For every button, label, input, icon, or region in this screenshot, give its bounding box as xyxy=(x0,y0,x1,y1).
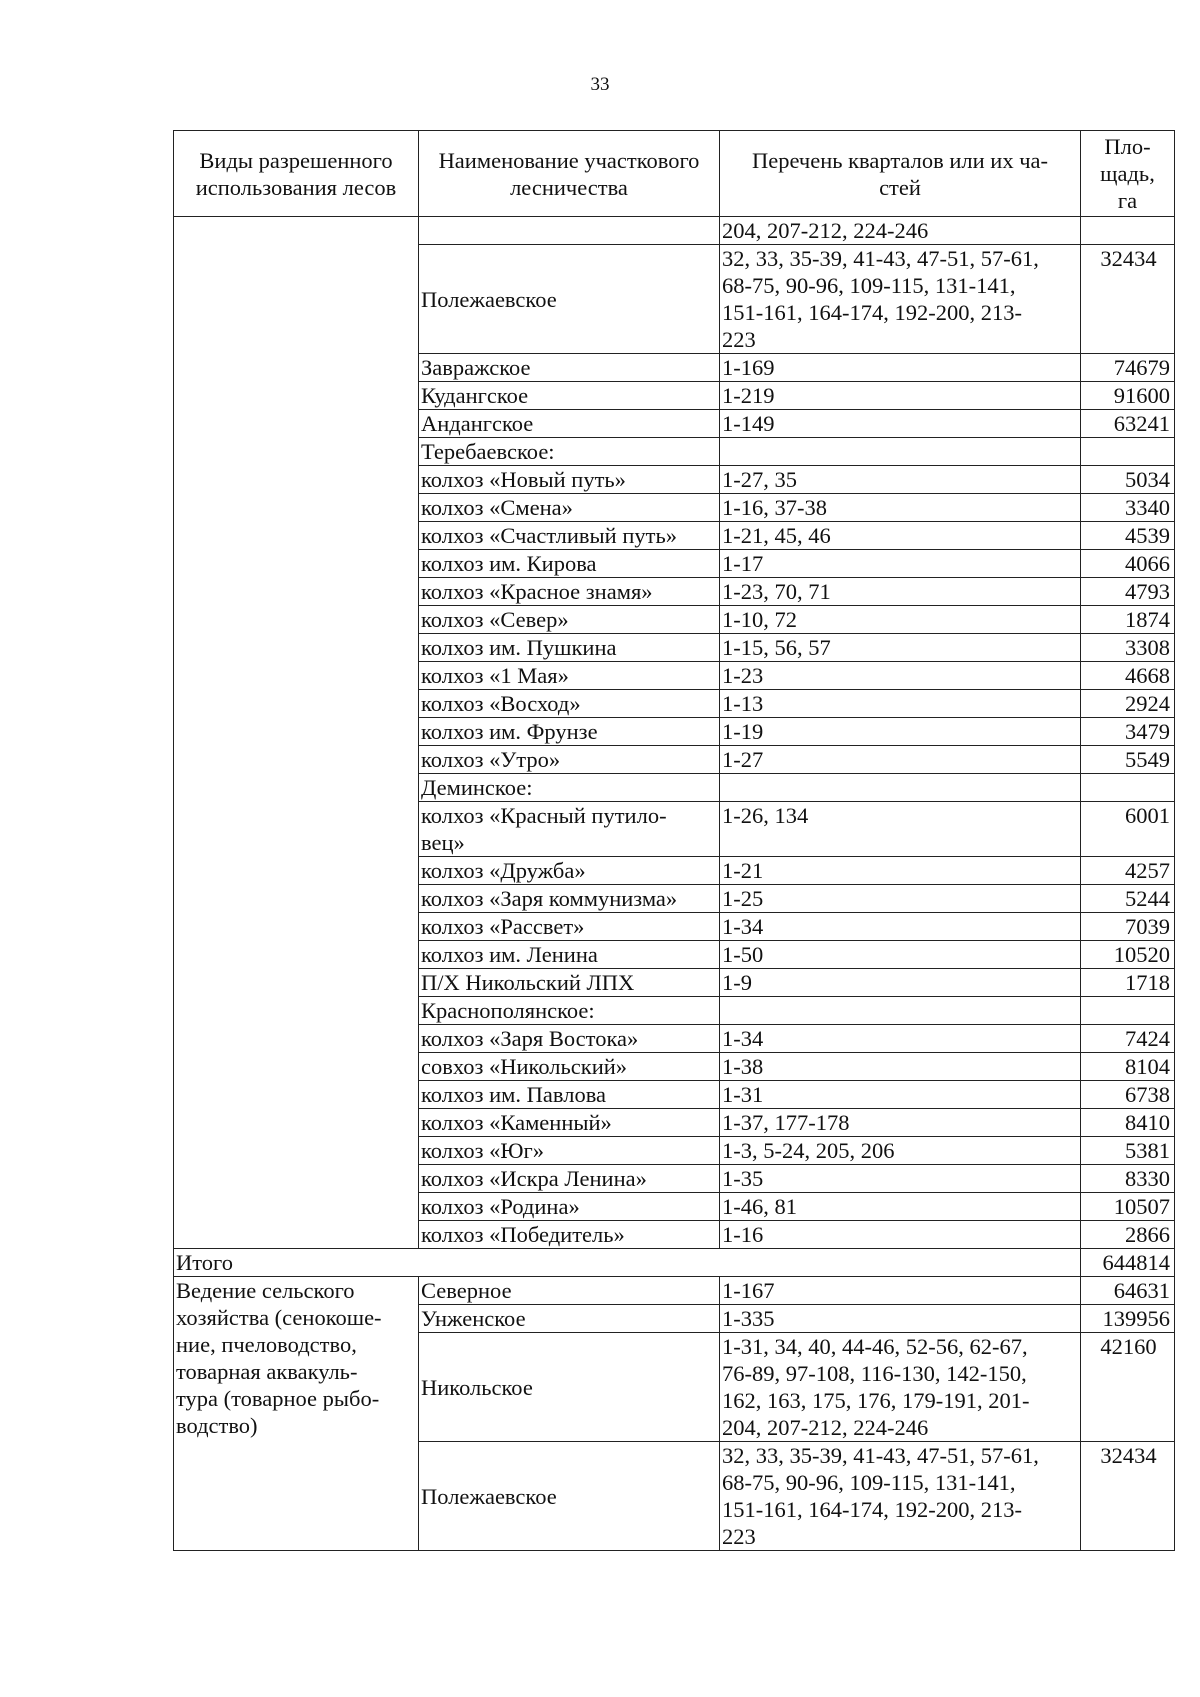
table-row xyxy=(174,1277,1175,1305)
area-cell xyxy=(1081,438,1175,466)
forestry-name-cell: колхоз им. Пушкина xyxy=(419,634,720,662)
forestry-name-cell: колхоз «Красное знамя» xyxy=(419,578,720,606)
quarters-cell: 1-17 xyxy=(720,550,1081,578)
area-cell: 5381 xyxy=(1081,1137,1175,1165)
area-cell: 2866 xyxy=(1081,1221,1175,1249)
forestry-name-cell: колхоз им. Фрунзе xyxy=(419,718,720,746)
forestry-name-cell: Кудангское xyxy=(419,382,720,410)
header-quarters-list: Перечень кварталов или их ча- стей xyxy=(720,131,1081,217)
quarters-cell: 1-31, 34, 40, 44-46, 52-56, 62-67, 76-89, 97-108, 116-130, 142-150, 162, 163, 175, 176, 179-191, 201- 204, 207-212, 224-246 xyxy=(720,1333,1081,1442)
forestry-name-cell: колхоз «Победитель» xyxy=(419,1221,720,1249)
quarters-cell: 1-15, 56, 57 xyxy=(720,634,1081,662)
area-cell: 6001 xyxy=(1081,802,1175,857)
header-area: Пло- щадь, га xyxy=(1081,131,1175,217)
area-cell: 5244 xyxy=(1081,885,1175,913)
area-cell: 63241 xyxy=(1081,410,1175,438)
forestry-name-cell: Андангское xyxy=(419,410,720,438)
area-cell: 32434 xyxy=(1081,1442,1175,1551)
area-cell: 10507 xyxy=(1081,1193,1175,1221)
area-cell: 1718 xyxy=(1081,969,1175,997)
quarters-cell: 1-335 xyxy=(720,1305,1081,1333)
area-cell xyxy=(1081,774,1175,802)
area-cell: 8410 xyxy=(1081,1109,1175,1137)
area-cell: 5034 xyxy=(1081,466,1175,494)
forestry-name-cell: П/Х Никольский ЛПХ xyxy=(419,969,720,997)
quarters-cell: 1-35 xyxy=(720,1165,1081,1193)
block2-body xyxy=(174,1277,1175,1551)
area-cell: 6738 xyxy=(1081,1081,1175,1109)
quarters-cell: 1-27, 35 xyxy=(720,466,1081,494)
quarters-cell: 1-21, 45, 46 xyxy=(720,522,1081,550)
forestry-name-cell: колхоз «1 Мая» xyxy=(419,662,720,690)
forestry-name-cell: колхоз «Красный путило- вец» xyxy=(419,802,720,857)
forestry-name-cell: колхоз «Дружба» xyxy=(419,857,720,885)
forestry-name-cell: Северное xyxy=(419,1277,720,1305)
forestry-name-cell: колхоз им. Павлова xyxy=(419,1081,720,1109)
quarters-cell: 32, 33, 35-39, 41-43, 47-51, 57-61, 68-75, 90-96, 109-115, 131-141, 151-161, 164-174, 192-200, 213- 223 xyxy=(720,245,1081,354)
quarters-cell: 1-50 xyxy=(720,941,1081,969)
total-area: 644814 xyxy=(1081,1249,1175,1277)
quarters-cell: 1-10, 72 xyxy=(720,606,1081,634)
use-type-cell-empty xyxy=(174,217,419,1249)
quarters-cell: 1-46, 81 xyxy=(720,1193,1081,1221)
quarters-cell: 1-3, 5-24, 205, 206 xyxy=(720,1137,1081,1165)
quarters-cell: 1-23, 70, 71 xyxy=(720,578,1081,606)
area-cell: 64631 xyxy=(1081,1277,1175,1305)
area-cell xyxy=(1081,217,1175,245)
quarters-cell xyxy=(720,438,1081,466)
forestry-name-cell: колхоз «Искра Ленина» xyxy=(419,1165,720,1193)
area-cell: 3479 xyxy=(1081,718,1175,746)
area-cell: 3340 xyxy=(1081,494,1175,522)
quarters-cell: 1-167 xyxy=(720,1277,1081,1305)
quarters-cell: 204, 207-212, 224-246 xyxy=(720,217,1081,245)
area-cell: 139956 xyxy=(1081,1305,1175,1333)
forestry-name-cell: Завражское xyxy=(419,354,720,382)
quarters-cell: 1-149 xyxy=(720,410,1081,438)
quarters-cell: 1-26, 134 xyxy=(720,802,1081,857)
area-cell: 5549 xyxy=(1081,746,1175,774)
quarters-cell: 1-37, 177-178 xyxy=(720,1109,1081,1137)
forestry-name-cell: колхоз «Родина» xyxy=(419,1193,720,1221)
quarters-cell: 1-19 xyxy=(720,718,1081,746)
area-cell: 2924 xyxy=(1081,690,1175,718)
block1-body xyxy=(174,217,1175,1249)
page-number: 33 xyxy=(590,74,610,95)
forestry-name-cell: колхоз «Заря Востока» xyxy=(419,1025,720,1053)
total-row xyxy=(174,1249,1175,1277)
forestry-name-cell: колхоз «Восход» xyxy=(419,690,720,718)
area-cell: 8104 xyxy=(1081,1053,1175,1081)
total-label: Итого xyxy=(174,1249,1081,1277)
quarters-cell: 1-169 xyxy=(720,354,1081,382)
area-cell: 3308 xyxy=(1081,634,1175,662)
forest-use-table xyxy=(173,130,1175,1551)
quarters-cell: 1-13 xyxy=(720,690,1081,718)
quarters-cell: 1-38 xyxy=(720,1053,1081,1081)
forestry-name-cell: колхоз «Утро» xyxy=(419,746,720,774)
quarters-cell: 1-34 xyxy=(720,913,1081,941)
area-cell: 32434 xyxy=(1081,245,1175,354)
header-use-type: Виды разрешенного использования лесов xyxy=(174,131,419,217)
area-cell: 7039 xyxy=(1081,913,1175,941)
area-cell: 4066 xyxy=(1081,550,1175,578)
forestry-name-cell: Никольское xyxy=(419,1333,720,1442)
forestry-name-cell: Унженское xyxy=(419,1305,720,1333)
header-forestry-name: Наименование участкового лесничества xyxy=(419,131,720,217)
area-cell xyxy=(1081,997,1175,1025)
forestry-name-cell: Теребаевское: xyxy=(419,438,720,466)
forestry-name-cell: колхоз «Север» xyxy=(419,606,720,634)
quarters-cell: 1-23 xyxy=(720,662,1081,690)
forestry-name-cell: колхоз им. Кирова xyxy=(419,550,720,578)
area-cell: 7424 xyxy=(1081,1025,1175,1053)
forestry-name-cell: колхоз «Каменный» xyxy=(419,1109,720,1137)
area-cell: 4539 xyxy=(1081,522,1175,550)
quarters-cell: 1-219 xyxy=(720,382,1081,410)
area-cell: 4793 xyxy=(1081,578,1175,606)
forestry-name-cell: совхоз «Никольский» xyxy=(419,1053,720,1081)
forestry-name-cell: Полежаевское xyxy=(419,1442,720,1551)
quarters-cell: 1-34 xyxy=(720,1025,1081,1053)
forestry-name-cell: колхоз «Новый путь» xyxy=(419,466,720,494)
forestry-name-cell: Деминское: xyxy=(419,774,720,802)
forestry-name-cell: Краснополянское: xyxy=(419,997,720,1025)
area-cell: 8330 xyxy=(1081,1165,1175,1193)
forestry-name-cell: Полежаевское xyxy=(419,245,720,354)
area-cell: 1874 xyxy=(1081,606,1175,634)
quarters-cell: 1-21 xyxy=(720,857,1081,885)
use-type-cell: Ведение сельского хозяйства (сенокоше- ние, пчеловодство, товарная аквакуль- тура (товарное рыбо- водство) xyxy=(174,1277,419,1551)
forestry-name-cell: колхоз «Смена» xyxy=(419,494,720,522)
quarters-cell xyxy=(720,774,1081,802)
area-cell: 10520 xyxy=(1081,941,1175,969)
area-cell: 42160 xyxy=(1081,1333,1175,1442)
forestry-name-cell: колхоз им. Ленина xyxy=(419,941,720,969)
quarters-cell: 32, 33, 35-39, 41-43, 47-51, 57-61, 68-75, 90-96, 109-115, 131-141, 151-161, 164-174, 192-200, 213- 223 xyxy=(720,1442,1081,1551)
quarters-cell: 1-31 xyxy=(720,1081,1081,1109)
area-cell: 74679 xyxy=(1081,354,1175,382)
forestry-name-cell xyxy=(419,217,720,245)
quarters-cell: 1-9 xyxy=(720,969,1081,997)
forestry-name-cell: колхоз «Рассвет» xyxy=(419,913,720,941)
quarters-cell xyxy=(720,997,1081,1025)
table-header-row xyxy=(174,131,1175,217)
area-cell: 4257 xyxy=(1081,857,1175,885)
forestry-name-cell: колхоз «Счастливый путь» xyxy=(419,522,720,550)
area-cell: 4668 xyxy=(1081,662,1175,690)
forestry-name-cell: колхоз «Юг» xyxy=(419,1137,720,1165)
quarters-cell: 1-27 xyxy=(720,746,1081,774)
area-cell: 91600 xyxy=(1081,382,1175,410)
quarters-cell: 1-16 xyxy=(720,1221,1081,1249)
quarters-cell: 1-16, 37-38 xyxy=(720,494,1081,522)
table-row xyxy=(174,217,1175,245)
quarters-cell: 1-25 xyxy=(720,885,1081,913)
forestry-name-cell: колхоз «Заря коммунизма» xyxy=(419,885,720,913)
